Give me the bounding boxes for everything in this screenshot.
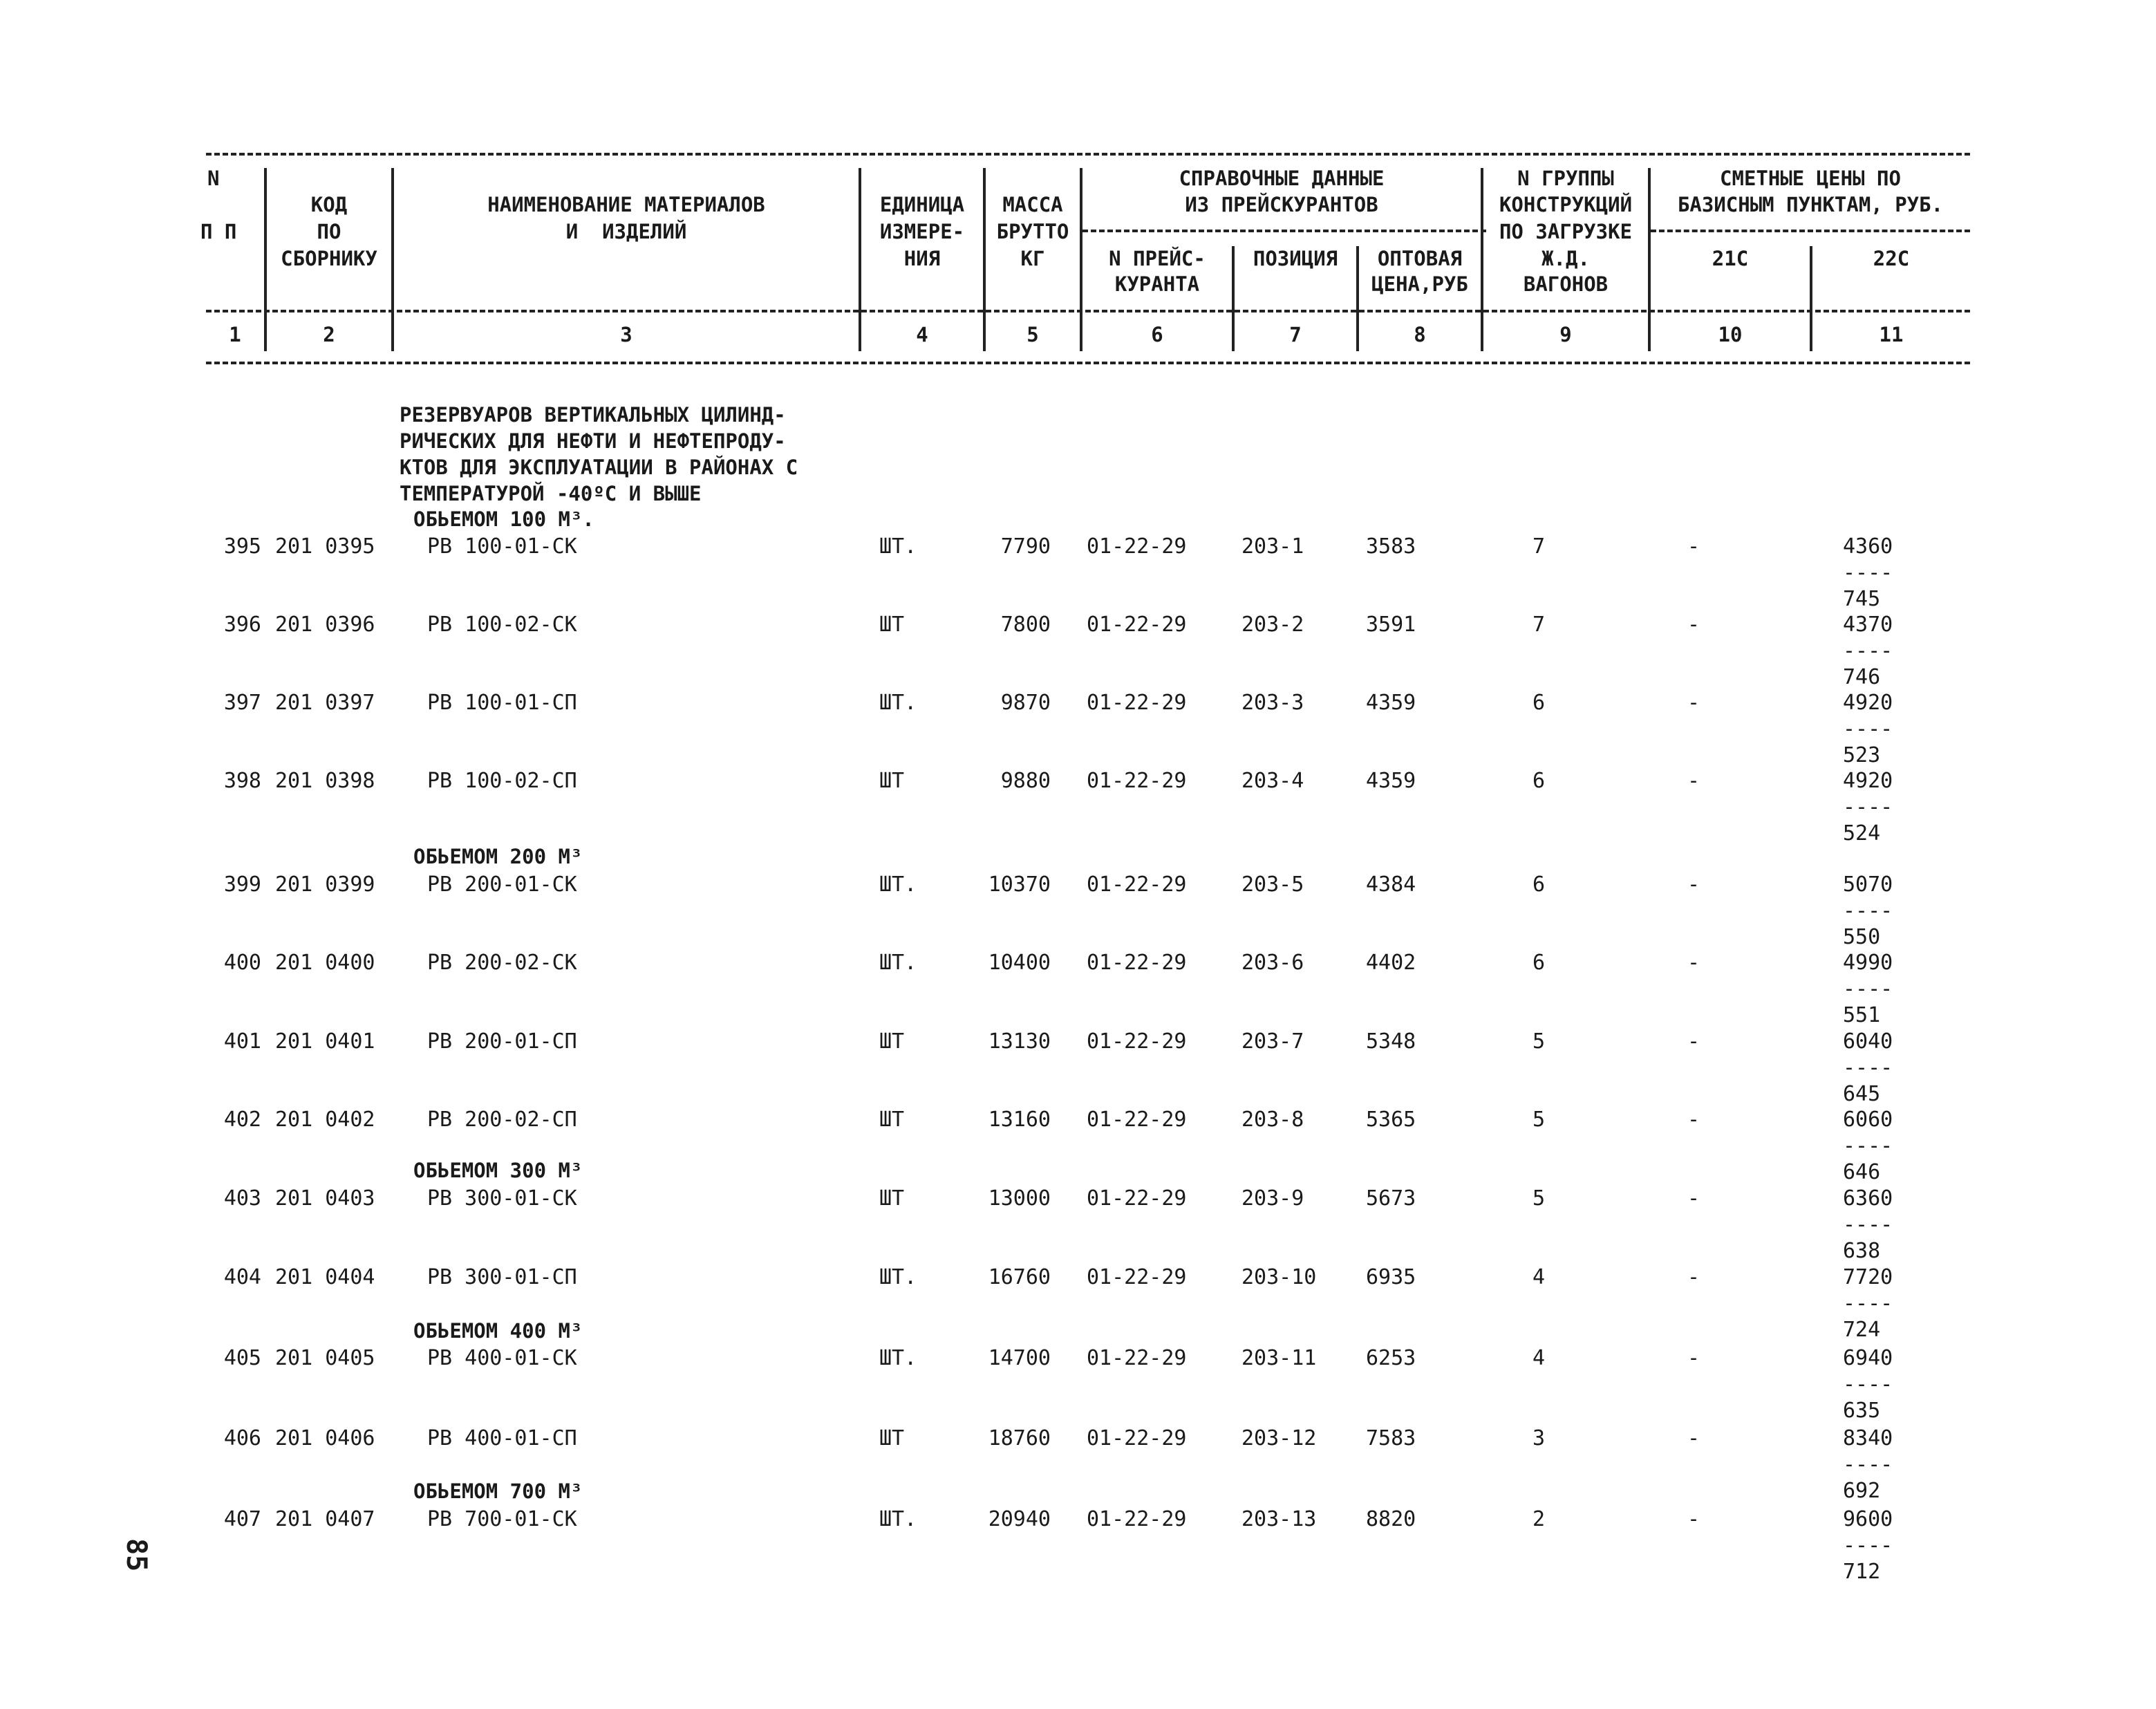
header-number: 10: [1718, 323, 1743, 346]
cell-unit: ШТ: [879, 613, 905, 637]
fraction-bar: ----: [1843, 717, 1893, 741]
cell-position: 203-13: [1241, 1507, 1317, 1531]
cell-c22-sub: 635: [1843, 1399, 1881, 1423]
header-col6-a: N ПРЕЙС-: [1109, 247, 1206, 270]
cell-group: 5: [1532, 1108, 1546, 1132]
header-number: 9: [1559, 323, 1572, 346]
header-price-b: БАЗИСНЫМ ПУНКТАМ, РУБ.: [1677, 193, 1944, 216]
header-rule-price: [1651, 230, 1970, 232]
cell-n: 401: [223, 1029, 261, 1054]
header-col5-b: БРУТТО: [996, 220, 1069, 243]
cell-n: 403: [223, 1186, 261, 1211]
fraction-bar: ----: [1843, 639, 1893, 663]
header-col9-e: ВАГОНОВ: [1523, 272, 1609, 296]
cell-price-list: 01-22-29: [1087, 534, 1187, 559]
cell-position: 203-3: [1241, 691, 1304, 715]
cell-c22: 6360: [1843, 1186, 1893, 1211]
fraction-bar: ----: [1843, 1056, 1893, 1080]
header-col3-a: НАИМЕНОВАНИЕ МАТЕРИАЛОВ: [487, 193, 765, 216]
header-col4-b: ИЗМЕРЕ-: [879, 220, 965, 243]
cell-name: РВ 100-01-СК: [427, 534, 577, 559]
cell-unit: ШТ.: [879, 1265, 917, 1289]
cell-price-list: 01-22-29: [1087, 691, 1187, 715]
cell-unit: ШТ.: [879, 1346, 917, 1370]
cell-code: 201 0407: [275, 1507, 375, 1531]
header-col11: 22С: [1873, 247, 1910, 270]
header-rule-ref: [1082, 230, 1486, 232]
cell-n: 407: [223, 1507, 261, 1531]
cell-name: РВ 200-01-СП: [427, 1029, 577, 1054]
fraction-bar: ----: [1843, 1453, 1893, 1477]
cell-price-list: 01-22-29: [1087, 1426, 1187, 1450]
cell-price-list: 01-22-29: [1087, 769, 1187, 793]
cell-position: 203-1: [1241, 534, 1304, 559]
header-bottom-rule: [206, 362, 1970, 364]
cell-mass: 20940: [988, 1507, 1051, 1531]
fraction-bar: ----: [1843, 1134, 1893, 1158]
cell-unit: ШТ.: [879, 691, 917, 715]
cell-price-list: 01-22-29: [1087, 1346, 1187, 1370]
cell-c22-sub: 523: [1843, 743, 1881, 767]
cell-c22-sub: 646: [1843, 1160, 1881, 1184]
cell-c21: -: [1687, 1186, 1700, 1211]
cell-c22-sub: 692: [1843, 1479, 1881, 1503]
cell-group: 7: [1532, 534, 1546, 559]
fraction-bar: ----: [1843, 1213, 1893, 1237]
cell-n: 397: [223, 691, 261, 715]
cell-group: 2: [1532, 1507, 1546, 1531]
cell-c22-sub: 745: [1843, 587, 1881, 611]
cell-group: 6: [1532, 951, 1546, 975]
header-col1-b: П П: [200, 220, 237, 243]
cell-name: РВ 100-01-СП: [427, 691, 577, 715]
cell-c21: -: [1687, 691, 1700, 715]
cell-group: 5: [1532, 1029, 1546, 1054]
cell-group: 6: [1532, 872, 1546, 897]
cell-c22: 6040: [1843, 1029, 1893, 1054]
fraction-bar: ----: [1843, 795, 1893, 819]
fraction-bar: ----: [1843, 1533, 1893, 1558]
header-sub-rule: [206, 310, 1970, 312]
cell-name: РВ 100-02-СП: [427, 769, 577, 793]
header-col2-a: КОД: [310, 193, 348, 216]
cell-c22: 8340: [1843, 1426, 1893, 1450]
cell-price-list: 01-22-29: [1087, 951, 1187, 975]
cell-price-list: 01-22-29: [1087, 1265, 1187, 1289]
cell-c22-sub: 712: [1843, 1560, 1881, 1584]
header-number: 6: [1151, 323, 1163, 346]
cell-c21: -: [1687, 534, 1700, 559]
cell-code: 201 0399: [275, 872, 375, 897]
cell-c21: -: [1687, 1265, 1700, 1289]
cell-c22: 4360: [1843, 534, 1893, 559]
cell-n: 398: [223, 769, 261, 793]
cell-c22: 9600: [1843, 1507, 1893, 1531]
cell-c22: 4920: [1843, 769, 1893, 793]
cell-c22-sub: 550: [1843, 925, 1881, 949]
cell-mass: 16760: [988, 1265, 1051, 1289]
cell-mass: 18760: [988, 1426, 1051, 1450]
cell-code: 201 0396: [275, 613, 375, 637]
cell-position: 203-8: [1241, 1108, 1304, 1132]
cell-n: 406: [223, 1426, 261, 1450]
cell-name: РВ 300-01-СП: [427, 1265, 577, 1289]
cell-wholesale: 6935: [1366, 1265, 1416, 1289]
cell-position: 203-2: [1241, 613, 1304, 637]
cell-c22: 6060: [1843, 1108, 1893, 1132]
cell-unit: ШТ.: [879, 951, 917, 975]
cell-mass: 9870: [1000, 691, 1051, 715]
cell-n: 405: [223, 1346, 261, 1370]
cell-price-list: 01-22-29: [1087, 1029, 1187, 1054]
cell-code: 201 0395: [275, 534, 375, 559]
page-number: 85: [120, 1538, 152, 1572]
cell-wholesale: 5365: [1366, 1108, 1416, 1132]
cell-c21: -: [1687, 1108, 1700, 1132]
header-col8-b: ЦЕНА,РУБ: [1371, 272, 1468, 296]
header-price-a: СМЕТНЫЕ ЦЕНЫ ПО: [1720, 167, 1901, 190]
intro-line: КТОВ ДЛЯ ЭКСПЛУАТАЦИИ В РАЙОНАХ С: [400, 456, 798, 479]
section-label: ОБЬЕМОМ 400 М³: [413, 1319, 583, 1343]
fraction-bar: ----: [1843, 561, 1893, 585]
cell-name: РВ 200-01-СК: [427, 872, 577, 897]
cell-unit: ШТ: [879, 1186, 905, 1211]
cell-name: РВ 200-02-СК: [427, 951, 577, 975]
cell-position: 203-6: [1241, 951, 1304, 975]
cell-group: 5: [1532, 1186, 1546, 1211]
header-top-rule: [206, 153, 1970, 156]
cell-n: 396: [223, 613, 261, 637]
cell-group: 7: [1532, 613, 1546, 637]
header-number: 1: [229, 323, 241, 346]
cell-code: 201 0404: [275, 1265, 375, 1289]
cell-c22: 4990: [1843, 951, 1893, 975]
cell-c21: -: [1687, 1426, 1700, 1450]
cell-price-list: 01-22-29: [1087, 1507, 1187, 1531]
header-col9-b: КОНСТРУКЦИЙ: [1499, 193, 1633, 216]
cell-mass: 10400: [988, 951, 1051, 975]
cell-wholesale: 3583: [1366, 534, 1416, 559]
section-label: ОБЬЕМОМ 200 М³: [413, 845, 583, 868]
cell-wholesale: 3591: [1366, 613, 1416, 637]
header-col3-b: И ИЗДЕЛИЙ: [565, 220, 687, 243]
cell-wholesale: 7583: [1366, 1426, 1416, 1450]
cell-group: 6: [1532, 691, 1546, 715]
header-col9-a: N ГРУППЫ: [1517, 167, 1614, 190]
header-ref-a: СПРАВОЧНЫЕ ДАННЫЕ: [1179, 167, 1385, 190]
intro-line: РЕЗЕРВУАРОВ ВЕРТИКАЛЬНЫХ ЦИЛИНД-: [400, 403, 786, 427]
header-number: 5: [1027, 323, 1039, 346]
header-col6-b: КУРАНТА: [1114, 272, 1200, 296]
cell-mass: 14700: [988, 1346, 1051, 1370]
cell-n: 404: [223, 1265, 261, 1289]
cell-c22-sub: 524: [1843, 821, 1881, 846]
header-ref-b: ИЗ ПРЕЙСКУРАНТОВ: [1185, 193, 1378, 216]
cell-name: РВ 400-01-СП: [427, 1426, 577, 1450]
cell-name: РВ 700-01-СК: [427, 1507, 577, 1531]
cell-name: РВ 200-02-СП: [427, 1108, 577, 1132]
cell-wholesale: 5348: [1366, 1029, 1416, 1054]
cell-unit: ШТ: [879, 1108, 905, 1132]
cell-c21: -: [1687, 951, 1700, 975]
cell-c21: -: [1687, 1346, 1700, 1370]
cell-unit: ШТ: [879, 1029, 905, 1054]
cell-n: 395: [223, 534, 261, 559]
cell-group: 4: [1532, 1265, 1546, 1289]
cell-c22-sub: 724: [1843, 1318, 1881, 1342]
cell-unit: ШТ.: [879, 1507, 917, 1531]
cell-wholesale: 4384: [1366, 872, 1416, 897]
header-number: 2: [323, 323, 335, 346]
cell-mass: 7790: [1000, 534, 1051, 559]
cell-position: 203-9: [1241, 1186, 1304, 1211]
cell-unit: ШТ.: [879, 872, 917, 897]
fraction-bar: ----: [1843, 1372, 1893, 1397]
cell-unit: ШТ.: [879, 534, 917, 559]
header-col4-a: ЕДИНИЦА: [879, 193, 965, 216]
cell-wholesale: 5673: [1366, 1186, 1416, 1211]
cell-n: 400: [223, 951, 261, 975]
header-col1-a: N: [207, 167, 220, 190]
fraction-bar: ----: [1843, 977, 1893, 1001]
cell-wholesale: 6253: [1366, 1346, 1416, 1370]
cell-c21: -: [1687, 872, 1700, 897]
intro-line: ТЕМПЕРАТУРОЙ -40ºС И ВЫШЕ: [400, 482, 702, 505]
header-col2-b: ПО: [317, 220, 341, 243]
cell-price-list: 01-22-29: [1087, 1108, 1187, 1132]
cell-position: 203-10: [1241, 1265, 1317, 1289]
header-number: 4: [916, 323, 928, 346]
cell-c22: 5070: [1843, 872, 1893, 897]
cell-mass: 10370: [988, 872, 1051, 897]
cell-code: 201 0397: [275, 691, 375, 715]
cell-c21: -: [1687, 613, 1700, 637]
cell-c22-sub: 638: [1843, 1239, 1881, 1263]
cell-name: РВ 300-01-СК: [427, 1186, 577, 1211]
header-col7: ПОЗИЦИЯ: [1253, 247, 1338, 270]
cell-position: 203-7: [1241, 1029, 1304, 1054]
cell-price-list: 01-22-29: [1087, 613, 1187, 637]
cell-wholesale: 4359: [1366, 691, 1416, 715]
cell-price-list: 01-22-29: [1087, 1186, 1187, 1211]
cell-n: 402: [223, 1108, 261, 1132]
cell-wholesale: 4402: [1366, 951, 1416, 975]
cell-wholesale: 4359: [1366, 769, 1416, 793]
cell-unit: ШТ: [879, 1426, 905, 1450]
cell-mass: 13000: [988, 1186, 1051, 1211]
header-col5-a: МАССА: [1002, 193, 1063, 216]
cell-c22-sub: 645: [1843, 1082, 1881, 1106]
fraction-bar: ----: [1843, 1291, 1893, 1316]
cell-unit: ШТ: [879, 769, 905, 793]
cell-c21: -: [1687, 1507, 1700, 1531]
cell-c21: -: [1687, 769, 1700, 793]
section-label: ОБЬЕМОМ 300 М³: [413, 1159, 583, 1182]
cell-price-list: 01-22-29: [1087, 872, 1187, 897]
cell-position: 203-5: [1241, 872, 1304, 897]
cell-group: 6: [1532, 769, 1546, 793]
cell-wholesale: 8820: [1366, 1507, 1416, 1531]
header-number: 3: [620, 323, 632, 346]
cell-position: 203-12: [1241, 1426, 1317, 1450]
cell-mass: 9880: [1000, 769, 1051, 793]
cell-c22: 6940: [1843, 1346, 1893, 1370]
header-col10: 21С: [1712, 247, 1749, 270]
fraction-bar: ----: [1843, 899, 1893, 923]
header-col4-c: НИЯ: [903, 247, 941, 270]
header-col5-c: КГ: [1020, 247, 1045, 270]
cell-group: 3: [1532, 1426, 1546, 1450]
cell-mass: 7800: [1000, 613, 1051, 637]
section-label: ОБЬЕМОМ 700 М³: [413, 1479, 583, 1503]
cell-group: 4: [1532, 1346, 1546, 1370]
cell-c22: 4920: [1843, 691, 1893, 715]
intro-line: РИЧЕСКИХ ДЛЯ НЕФТИ И НЕФТЕПРОДУ-: [400, 429, 786, 453]
section-label: ОБЬЕМОМ 100 М³.: [413, 507, 594, 531]
cell-code: 201 0406: [275, 1426, 375, 1450]
cell-code: 201 0398: [275, 769, 375, 793]
cell-code: 201 0401: [275, 1029, 375, 1054]
cell-c22-sub: 551: [1843, 1003, 1881, 1027]
cell-mass: 13130: [988, 1029, 1051, 1054]
header-number: 7: [1289, 323, 1302, 346]
header-col8-a: ОПТОВАЯ: [1377, 247, 1463, 270]
cell-c21: -: [1687, 1029, 1700, 1054]
cell-mass: 13160: [988, 1108, 1051, 1132]
header-col2-c: СБОРНИКУ: [281, 247, 377, 270]
cell-c22-sub: 746: [1843, 665, 1881, 689]
cell-code: 201 0403: [275, 1186, 375, 1211]
cell-c22: 4370: [1843, 613, 1893, 637]
cell-position: 203-11: [1241, 1346, 1317, 1370]
header-col9-d: Ж.Д.: [1541, 247, 1590, 270]
cell-code: 201 0400: [275, 951, 375, 975]
header-number: 11: [1879, 323, 1904, 346]
header-number: 8: [1414, 323, 1426, 346]
cell-n: 399: [223, 872, 261, 897]
cell-code: 201 0405: [275, 1346, 375, 1370]
cell-name: РВ 400-01-СК: [427, 1346, 577, 1370]
cell-position: 203-4: [1241, 769, 1304, 793]
cell-c22: 7720: [1843, 1265, 1893, 1289]
header-col9-c: ПО ЗАГРУЗКЕ: [1499, 220, 1633, 243]
cell-code: 201 0402: [275, 1108, 375, 1132]
cell-name: РВ 100-02-СК: [427, 613, 577, 637]
